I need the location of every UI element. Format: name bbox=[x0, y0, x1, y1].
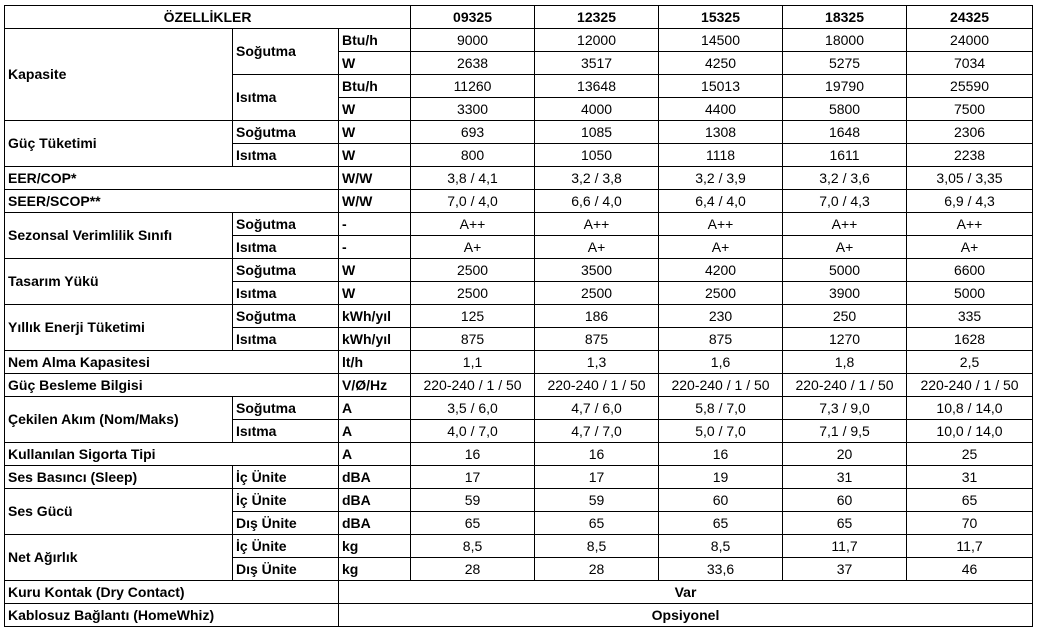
value-cell: 7034 bbox=[907, 52, 1033, 75]
row-unit: W/W bbox=[339, 190, 411, 213]
value-cell: 3,2 / 3,8 bbox=[535, 167, 659, 190]
row-label: Yıllık Enerji Tüketimi bbox=[5, 305, 233, 351]
spec-row bbox=[5, 443, 1033, 466]
row-sublabel: Isıtma bbox=[233, 75, 339, 121]
row-unit: W bbox=[339, 144, 411, 167]
value-cell: 3,5 / 6,0 bbox=[411, 397, 535, 420]
value-cell: 65 bbox=[535, 512, 659, 535]
value-cell: 2500 bbox=[535, 282, 659, 305]
value-cell: 6600 bbox=[907, 259, 1033, 282]
row-sublabel: Soğutma bbox=[233, 397, 339, 420]
value-cell: A++ bbox=[907, 213, 1033, 236]
row-unit: A bbox=[339, 420, 411, 443]
value-cell: A++ bbox=[411, 213, 535, 236]
row-unit: kg bbox=[339, 558, 411, 581]
value-cell: A+ bbox=[659, 236, 783, 259]
value-cell: 3,8 / 4,1 bbox=[411, 167, 535, 190]
value-cell: 16 bbox=[411, 443, 535, 466]
row-sublabel: İç Ünite bbox=[233, 489, 339, 512]
value-cell: 2500 bbox=[411, 282, 535, 305]
row-unit: kWh/yıl bbox=[339, 328, 411, 351]
value-cell: 4,0 / 7,0 bbox=[411, 420, 535, 443]
value-cell: 2500 bbox=[411, 259, 535, 282]
value-cell: 11260 bbox=[411, 75, 535, 98]
row-unit: lt/h bbox=[339, 351, 411, 374]
row-sublabel: Isıtma bbox=[233, 236, 339, 259]
value-cell: 10,0 / 14,0 bbox=[907, 420, 1033, 443]
header-row bbox=[5, 6, 1033, 29]
value-cell: 220-240 / 1 / 50 bbox=[907, 374, 1033, 397]
spec-row bbox=[5, 604, 1033, 627]
value-cell: 1308 bbox=[659, 121, 783, 144]
value-cell: 65 bbox=[907, 489, 1033, 512]
value-cell: 7,0 / 4,3 bbox=[783, 190, 907, 213]
value-cell: 1,8 bbox=[783, 351, 907, 374]
value-cell: 5800 bbox=[783, 98, 907, 121]
value-cell: 1648 bbox=[783, 121, 907, 144]
value-cell: A++ bbox=[783, 213, 907, 236]
row-unit: Btu/h bbox=[339, 29, 411, 52]
value-cell: 7,1 / 9,5 bbox=[783, 420, 907, 443]
value-cell: 2500 bbox=[659, 282, 783, 305]
row-unit: W bbox=[339, 282, 411, 305]
row-unit: dBA bbox=[339, 466, 411, 489]
value-cell: 1085 bbox=[535, 121, 659, 144]
spec-row bbox=[5, 351, 1033, 374]
value-cell: 59 bbox=[411, 489, 535, 512]
value-cell: 3,2 / 3,9 bbox=[659, 167, 783, 190]
spec-row bbox=[5, 489, 1033, 512]
row-label: Kuru Kontak (Dry Contact) bbox=[5, 581, 339, 604]
row-unit: V/Ø/Hz bbox=[339, 374, 411, 397]
value-cell: 1270 bbox=[783, 328, 907, 351]
value-cell: 25590 bbox=[907, 75, 1033, 98]
row-sublabel: Soğutma bbox=[233, 213, 339, 236]
value-cell: 7500 bbox=[907, 98, 1033, 121]
value-cell: 11,7 bbox=[783, 535, 907, 558]
row-unit: W bbox=[339, 121, 411, 144]
row-sublabel: Isıtma bbox=[233, 420, 339, 443]
value-cell: 1,6 bbox=[659, 351, 783, 374]
value-cell: 220-240 / 1 / 50 bbox=[535, 374, 659, 397]
row-unit: kg bbox=[339, 535, 411, 558]
row-label: Kapasite bbox=[5, 29, 233, 121]
value-cell: 31 bbox=[783, 466, 907, 489]
row-label: Güç Besleme Bilgisi bbox=[5, 374, 339, 397]
value-cell: 800 bbox=[411, 144, 535, 167]
row-label: Çekilen Akım (Nom/Maks) bbox=[5, 397, 233, 443]
row-label: Sezonsal Verimlilik Sınıfı bbox=[5, 213, 233, 259]
value-cell: 59 bbox=[535, 489, 659, 512]
value-cell: 4,7 / 6,0 bbox=[535, 397, 659, 420]
value-cell: 125 bbox=[411, 305, 535, 328]
value-cell: 10,8 / 14,0 bbox=[907, 397, 1033, 420]
value-cell: 15013 bbox=[659, 75, 783, 98]
value-cell: A++ bbox=[535, 213, 659, 236]
row-sublabel: Dış Ünite bbox=[233, 558, 339, 581]
row-label: Tasarım Yükü bbox=[5, 259, 233, 305]
spec-row bbox=[5, 167, 1033, 190]
merged-value-cell: Opsiyonel bbox=[339, 604, 1033, 627]
row-sublabel: Soğutma bbox=[233, 121, 339, 144]
row-unit: Btu/h bbox=[339, 75, 411, 98]
value-cell: A+ bbox=[783, 236, 907, 259]
row-label: Kablosuz Bağlantı (HomeWhiz) bbox=[5, 604, 339, 627]
value-cell: 8,5 bbox=[659, 535, 783, 558]
row-label: Güç Tüketimi bbox=[5, 121, 233, 167]
row-label: Ses Basıncı (Sleep) bbox=[5, 466, 233, 489]
value-cell: 250 bbox=[783, 305, 907, 328]
row-label: SEER/SCOP** bbox=[5, 190, 339, 213]
value-cell: 28 bbox=[411, 558, 535, 581]
value-cell: 4,7 / 7,0 bbox=[535, 420, 659, 443]
value-cell: 19 bbox=[659, 466, 783, 489]
model-header: 09325 bbox=[411, 6, 535, 29]
spec-row bbox=[5, 535, 1033, 558]
value-cell: 65 bbox=[659, 512, 783, 535]
value-cell: 1,3 bbox=[535, 351, 659, 374]
row-unit: A bbox=[339, 443, 411, 466]
value-cell: 875 bbox=[659, 328, 783, 351]
value-cell: A+ bbox=[907, 236, 1033, 259]
value-cell: 19790 bbox=[783, 75, 907, 98]
spec-row bbox=[5, 259, 1033, 282]
value-cell: 1611 bbox=[783, 144, 907, 167]
row-label: EER/COP* bbox=[5, 167, 339, 190]
spec-row bbox=[5, 305, 1033, 328]
spec-row bbox=[5, 466, 1033, 489]
value-cell: 2238 bbox=[907, 144, 1033, 167]
value-cell: 60 bbox=[783, 489, 907, 512]
value-cell: 1050 bbox=[535, 144, 659, 167]
value-cell: 60 bbox=[659, 489, 783, 512]
value-cell: 4000 bbox=[535, 98, 659, 121]
model-header: 15325 bbox=[659, 6, 783, 29]
value-cell: 4200 bbox=[659, 259, 783, 282]
value-cell: 16 bbox=[659, 443, 783, 466]
row-unit: W bbox=[339, 259, 411, 282]
value-cell: 9000 bbox=[411, 29, 535, 52]
row-sublabel: Dış Ünite bbox=[233, 512, 339, 535]
row-unit: W bbox=[339, 98, 411, 121]
model-header: 18325 bbox=[783, 6, 907, 29]
value-cell: 6,6 / 4,0 bbox=[535, 190, 659, 213]
value-cell: 6,9 / 4,3 bbox=[907, 190, 1033, 213]
value-cell: 17 bbox=[411, 466, 535, 489]
spec-table bbox=[4, 5, 1033, 627]
row-sublabel: Isıtma bbox=[233, 144, 339, 167]
value-cell: 20 bbox=[783, 443, 907, 466]
row-label: Ses Gücü bbox=[5, 489, 233, 535]
value-cell: 13648 bbox=[535, 75, 659, 98]
spec-row bbox=[5, 29, 1033, 52]
value-cell: 3500 bbox=[535, 259, 659, 282]
value-cell: 186 bbox=[535, 305, 659, 328]
row-unit: - bbox=[339, 213, 411, 236]
value-cell: 2638 bbox=[411, 52, 535, 75]
value-cell: 24000 bbox=[907, 29, 1033, 52]
row-sublabel: Soğutma bbox=[233, 29, 339, 75]
value-cell: 693 bbox=[411, 121, 535, 144]
value-cell: 5,0 / 7,0 bbox=[659, 420, 783, 443]
row-unit: kWh/yıl bbox=[339, 305, 411, 328]
value-cell: 14500 bbox=[659, 29, 783, 52]
row-sublabel: Isıtma bbox=[233, 282, 339, 305]
value-cell: A+ bbox=[411, 236, 535, 259]
value-cell: 4250 bbox=[659, 52, 783, 75]
value-cell: 8,5 bbox=[535, 535, 659, 558]
value-cell: 5000 bbox=[907, 282, 1033, 305]
value-cell: 5275 bbox=[783, 52, 907, 75]
row-sublabel: İç Ünite bbox=[233, 535, 339, 558]
value-cell: 5000 bbox=[783, 259, 907, 282]
row-sublabel: Isıtma bbox=[233, 328, 339, 351]
row-unit: W/W bbox=[339, 167, 411, 190]
value-cell: 3517 bbox=[535, 52, 659, 75]
value-cell: 1628 bbox=[907, 328, 1033, 351]
value-cell: 16 bbox=[535, 443, 659, 466]
value-cell: 65 bbox=[783, 512, 907, 535]
row-sublabel: Soğutma bbox=[233, 259, 339, 282]
row-unit: W bbox=[339, 52, 411, 75]
value-cell: 4400 bbox=[659, 98, 783, 121]
row-sublabel: Soğutma bbox=[233, 305, 339, 328]
value-cell: 1,1 bbox=[411, 351, 535, 374]
value-cell: 46 bbox=[907, 558, 1033, 581]
value-cell: 2306 bbox=[907, 121, 1033, 144]
value-cell: 8,5 bbox=[411, 535, 535, 558]
value-cell: 3300 bbox=[411, 98, 535, 121]
value-cell: 220-240 / 1 / 50 bbox=[411, 374, 535, 397]
model-header: 24325 bbox=[907, 6, 1033, 29]
value-cell: 37 bbox=[783, 558, 907, 581]
spec-row bbox=[5, 581, 1033, 604]
row-label: Nem Alma Kapasitesi bbox=[5, 351, 339, 374]
value-cell: 3,05 / 3,35 bbox=[907, 167, 1033, 190]
value-cell: 65 bbox=[411, 512, 535, 535]
value-cell: 18000 bbox=[783, 29, 907, 52]
value-cell: 875 bbox=[535, 328, 659, 351]
value-cell: 11,7 bbox=[907, 535, 1033, 558]
value-cell: A+ bbox=[535, 236, 659, 259]
value-cell: 3,2 / 3,6 bbox=[783, 167, 907, 190]
features-header: ÖZELLİKLER bbox=[5, 6, 411, 29]
spec-row bbox=[5, 121, 1033, 144]
value-cell: 5,8 / 7,0 bbox=[659, 397, 783, 420]
row-unit: dBA bbox=[339, 512, 411, 535]
spec-row bbox=[5, 374, 1033, 397]
value-cell: 335 bbox=[907, 305, 1033, 328]
row-label: Kullanılan Sigorta Tipi bbox=[5, 443, 339, 466]
row-unit: dBA bbox=[339, 489, 411, 512]
value-cell: 12000 bbox=[535, 29, 659, 52]
merged-value-cell: Var bbox=[339, 581, 1033, 604]
row-unit: - bbox=[339, 236, 411, 259]
value-cell: 220-240 / 1 / 50 bbox=[659, 374, 783, 397]
spec-row bbox=[5, 213, 1033, 236]
value-cell: 1118 bbox=[659, 144, 783, 167]
spec-row bbox=[5, 397, 1033, 420]
value-cell: 6,4 / 4,0 bbox=[659, 190, 783, 213]
value-cell: 230 bbox=[659, 305, 783, 328]
value-cell: 7,0 / 4,0 bbox=[411, 190, 535, 213]
row-label: Net Ağırlık bbox=[5, 535, 233, 581]
value-cell: 875 bbox=[411, 328, 535, 351]
value-cell: 70 bbox=[907, 512, 1033, 535]
value-cell: 31 bbox=[907, 466, 1033, 489]
row-unit: A bbox=[339, 397, 411, 420]
value-cell: 3900 bbox=[783, 282, 907, 305]
model-header: 12325 bbox=[535, 6, 659, 29]
value-cell: 28 bbox=[535, 558, 659, 581]
value-cell: 33,6 bbox=[659, 558, 783, 581]
value-cell: 25 bbox=[907, 443, 1033, 466]
value-cell: 2,5 bbox=[907, 351, 1033, 374]
row-sublabel: İç Ünite bbox=[233, 466, 339, 489]
spec-row bbox=[5, 190, 1033, 213]
value-cell: A++ bbox=[659, 213, 783, 236]
value-cell: 220-240 / 1 / 50 bbox=[783, 374, 907, 397]
value-cell: 17 bbox=[535, 466, 659, 489]
value-cell: 7,3 / 9,0 bbox=[783, 397, 907, 420]
